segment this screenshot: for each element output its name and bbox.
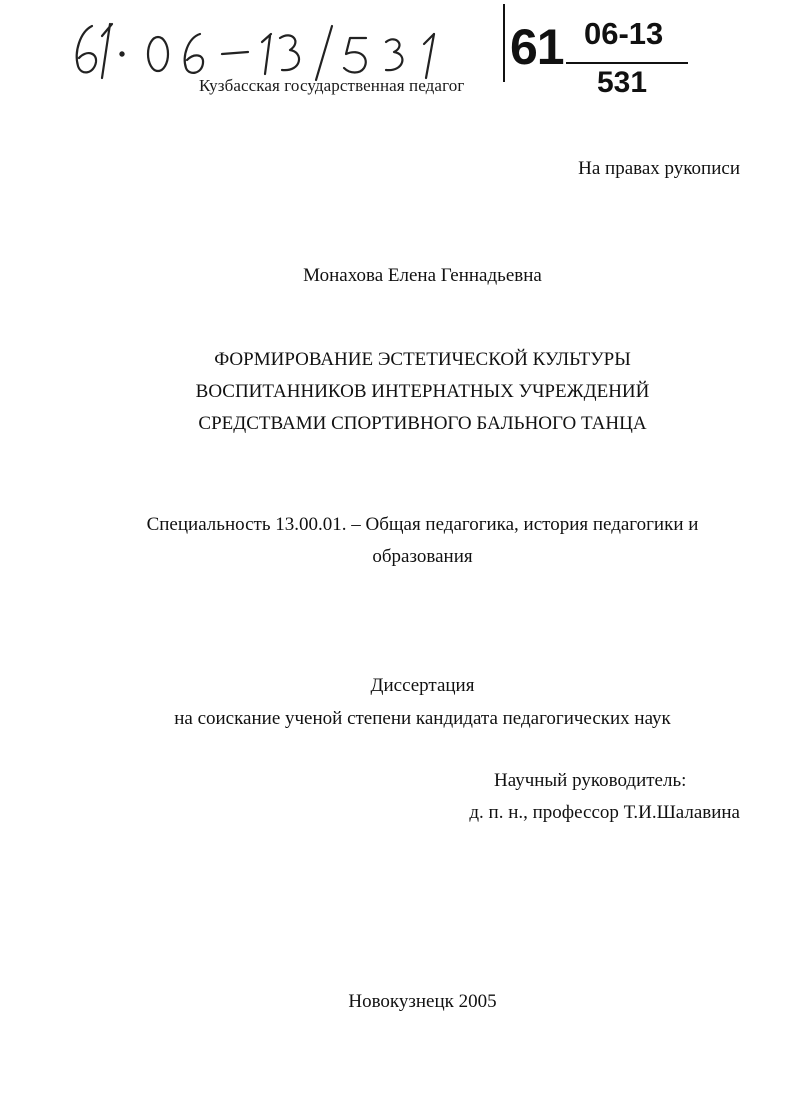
specialty-line: образования: [372, 546, 473, 567]
stamp-fraction-rule: [566, 62, 688, 64]
dissertation-title: [0, 344, 797, 440]
degree-sought: на соискание ученой степени кандидата педагогических наук: [174, 708, 671, 729]
stamp-main-number: 61: [510, 19, 564, 75]
specialty-line: Специальность 13.00.01. – Общая педагогика, история педагогики и: [146, 514, 699, 535]
stamp-bottom-number: 531: [597, 66, 648, 99]
title-line: ФОРМИРОВАНИЕ ЭСТЕТИЧЕСКОЙ КУЛЬТУРЫ: [214, 349, 631, 370]
author-name: Монахова Елена Геннадьевна: [303, 265, 542, 286]
institution-name-cut: Кузбасская государственная педагог: [199, 76, 465, 95]
dissertation-label: Диссертация: [370, 675, 475, 696]
supervisor-name: д. п. н., профессор Т.И.Шалавина: [469, 802, 740, 823]
dissertation-type: [0, 669, 797, 735]
rights-note: На правах рукописи: [578, 158, 740, 179]
supervisor-label: Научный руководитель:: [494, 770, 687, 791]
title-line: СРЕДСТВАМИ СПОРТИВНОГО БАЛЬНОГО ТАНЦА: [198, 413, 647, 434]
handwritten-archive-code: [70, 12, 510, 86]
city-year: Новокузнецк 2005: [348, 991, 497, 1012]
supervisor-block: [440, 765, 740, 829]
specialty: [0, 509, 797, 573]
stamp-top-number: 06-13: [584, 16, 664, 51]
stamp-divider-line: [503, 4, 505, 82]
title-line: ВОСПИТАННИКОВ ИНТЕРНАТНЫХ УЧРЕЖДЕНИЙ: [195, 381, 650, 402]
